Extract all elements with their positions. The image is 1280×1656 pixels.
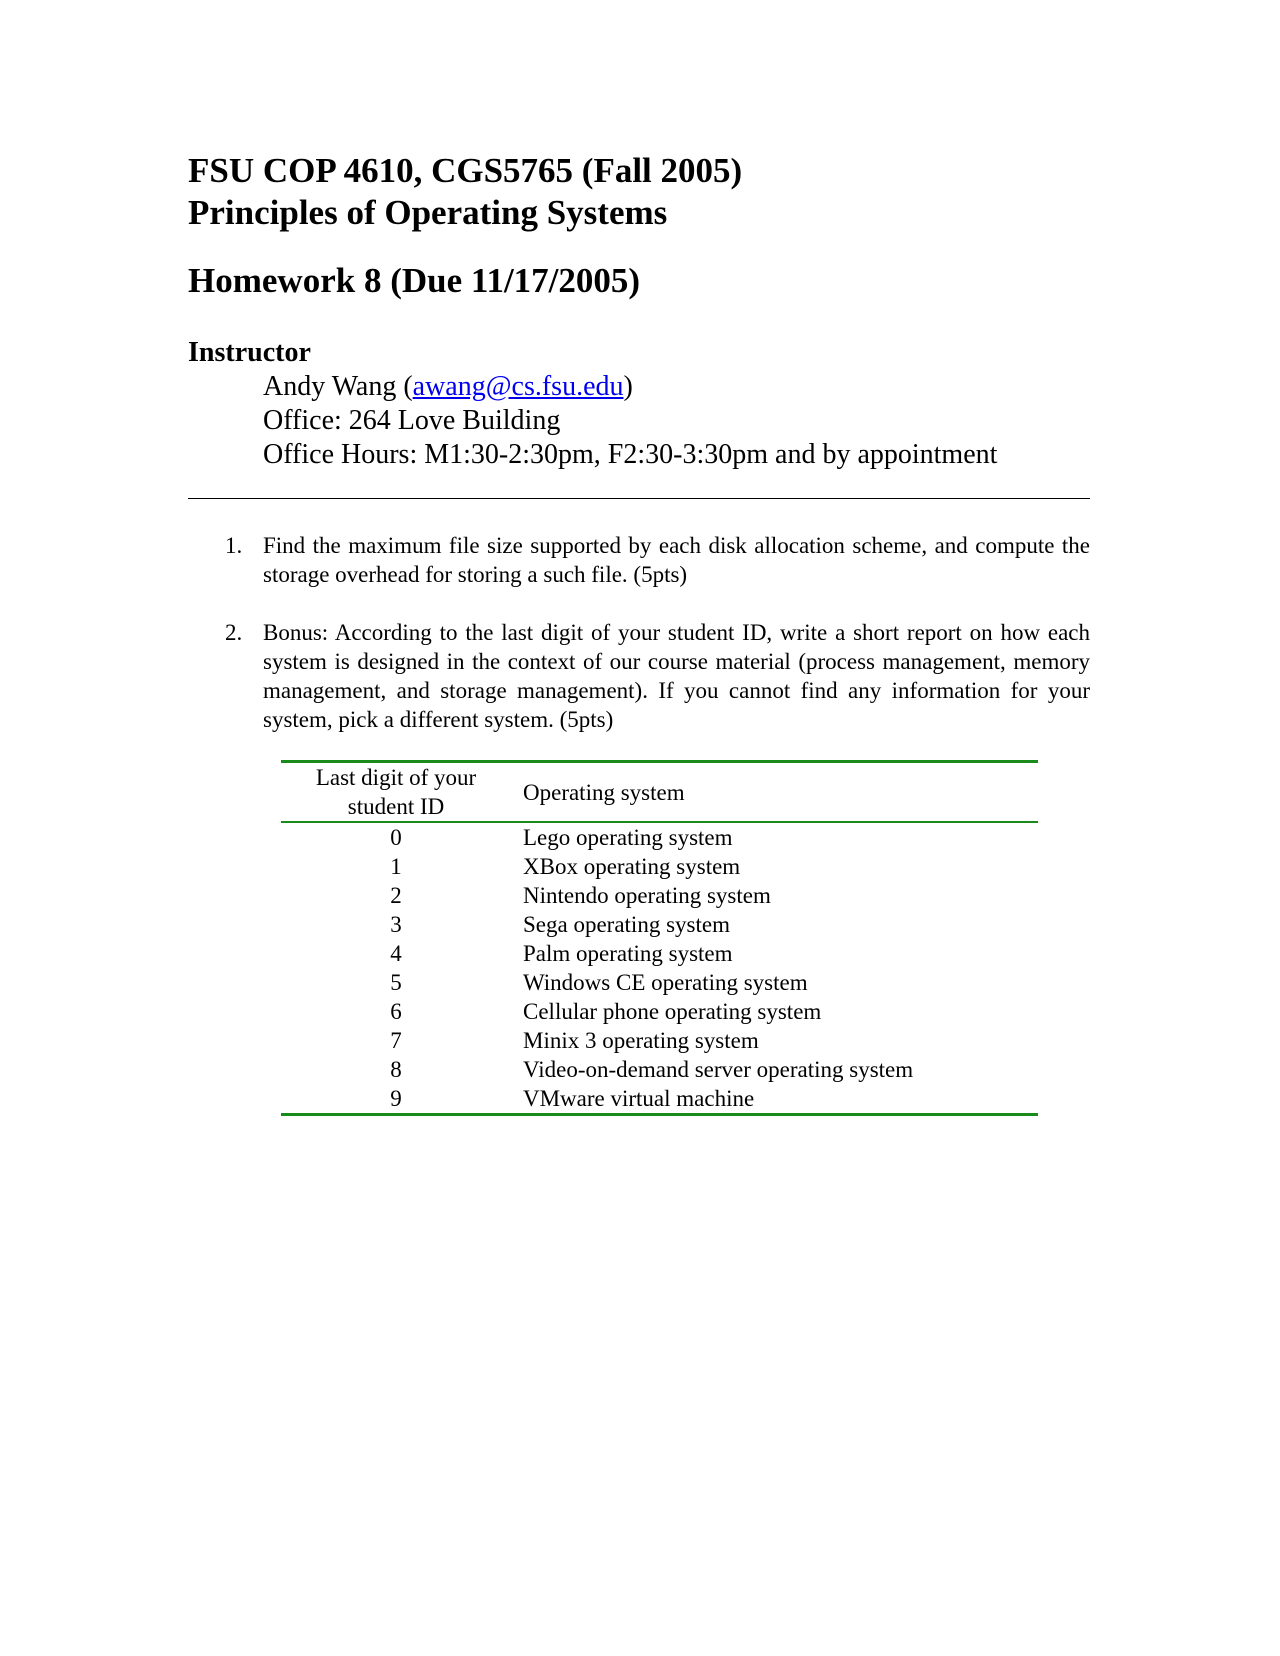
instructor-heading: Instructor	[188, 337, 311, 368]
table-row	[281, 822, 1038, 852]
horizontal-divider	[188, 498, 1090, 499]
operating-system-name: Sega operating system	[523, 912, 730, 937]
operating-system-name: Nintendo operating system	[523, 883, 771, 908]
course-subtitle: Principles of Operating Systems	[188, 193, 668, 232]
student-id-digit: 2	[390, 883, 402, 908]
student-id-digit: 7	[390, 1028, 402, 1053]
course-title: FSU COP 4610, CGS5765 (Fall 2005)	[188, 151, 743, 190]
student-id-digit: 1	[390, 854, 402, 879]
table-row	[281, 910, 1038, 939]
instructor-email-link[interactable]: awang@cs.fsu.edu	[412, 371, 624, 402]
homework-title: Homework 8 (Due 11/17/2005)	[188, 261, 641, 300]
table-row	[281, 1084, 1038, 1115]
table-row	[281, 939, 1038, 968]
question-1	[225, 531, 1090, 589]
question-number: 2.	[225, 620, 243, 645]
operating-system-name: VMware virtual machine	[523, 1086, 755, 1111]
student-id-digit: 4	[390, 941, 402, 966]
instructor-office-hours: Office Hours: M1:30-2:30pm, F2:30-3:30pm and by appointment	[263, 439, 998, 470]
student-id-digit: 6	[390, 999, 402, 1024]
student-id-digit: 0	[390, 825, 402, 850]
instructor-office: Office: 264 Love Building	[263, 405, 561, 436]
os-assignment-table	[281, 760, 1038, 1116]
table-row	[281, 1026, 1038, 1055]
student-id-digit: 8	[390, 1057, 402, 1082]
student-id-digit: 3	[390, 912, 402, 937]
operating-system-name: Video-on-demand server operating system	[523, 1057, 914, 1082]
table-row	[281, 1055, 1038, 1084]
operating-system-name: Palm operating system	[523, 941, 733, 966]
table-header-row	[281, 762, 1038, 823]
table-row	[281, 997, 1038, 1026]
student-id-digit: 5	[390, 970, 402, 995]
table-row	[281, 968, 1038, 997]
instructor-name-line	[263, 370, 633, 404]
operating-system-name: Cellular phone operating system	[523, 999, 822, 1024]
instructor-name-close: )	[623, 371, 633, 402]
operating-system-name: Windows CE operating system	[523, 970, 808, 995]
question-number: 1.	[225, 533, 243, 558]
question-2	[225, 618, 1090, 734]
question-text: Find the maximum file size supported by each disk allocation scheme, and compute the storage overhead for storing a such file. (5pts)	[263, 533, 1090, 587]
column-header-operating-system: Operating system	[523, 779, 685, 805]
table-row	[281, 881, 1038, 910]
table-row	[281, 852, 1038, 881]
student-id-digit: 9	[390, 1086, 402, 1111]
operating-system-name: Minix 3 operating system	[523, 1028, 759, 1053]
instructor-name: Andy Wang (	[263, 371, 413, 402]
operating-system-name: Lego operating system	[523, 825, 733, 850]
question-text: Bonus: According to the last digit of your student ID, write a short report on how each system is designed in the context of our course material (process management, memory management, and storage management). If you cannot find any information for your system, pick a different system. (5pts)	[263, 620, 1090, 732]
column-header-student-id: Last digit of your student ID	[315, 765, 477, 819]
operating-system-name: XBox operating system	[523, 854, 741, 879]
